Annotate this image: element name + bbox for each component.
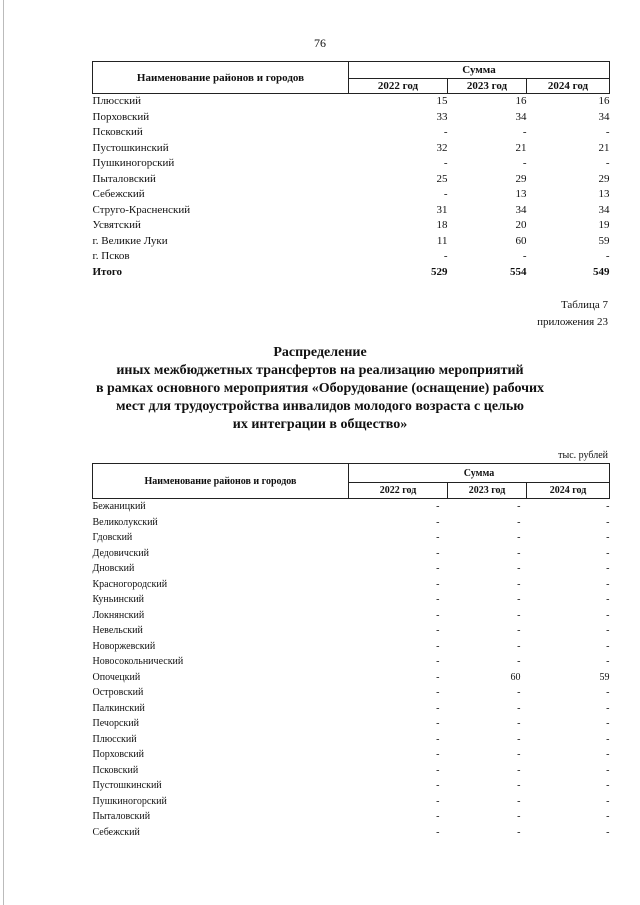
units-label: тыс. рублей <box>558 450 608 461</box>
value-2024: - <box>606 609 610 621</box>
value-2024: - <box>605 157 610 169</box>
value-2024: - <box>606 625 610 636</box>
value-2023: - <box>517 501 521 512</box>
value-2022: 11 <box>436 234 448 247</box>
title-line: их интеграции в общество» <box>232 417 408 432</box>
value-2024: - <box>606 687 610 698</box>
value-2022: - <box>436 733 440 745</box>
value-2022: 32 <box>436 141 448 154</box>
total-2022: 529 <box>431 265 448 278</box>
table-row <box>93 825 610 841</box>
transfers-table-continued <box>92 61 610 280</box>
value-2023: - <box>517 733 521 745</box>
table-row <box>93 716 610 732</box>
total-label: Итого <box>92 265 123 278</box>
row-name: Дновский <box>92 563 135 574</box>
table-total-row <box>93 265 610 281</box>
title-line: иных межбюджетных трансфертов на реализацию мероприятий <box>116 363 524 378</box>
value-2022: - <box>436 501 440 512</box>
table-row <box>93 187 610 203</box>
value-2023: 29 <box>515 172 527 185</box>
value-2022: 33 <box>436 110 448 123</box>
table-row <box>93 747 610 763</box>
row-name: Островский <box>92 687 144 698</box>
value-2023: - <box>517 594 521 605</box>
row-name: Невельский <box>92 625 143 636</box>
value-2022: - <box>436 594 440 605</box>
value-2023: - <box>522 157 527 169</box>
value-2023: - <box>517 625 521 636</box>
value-2024: - <box>606 780 610 791</box>
row-name: Пустошкинский <box>92 780 162 791</box>
column-header-2023: 2023 год <box>448 79 527 94</box>
column-header-sum: Сумма <box>349 62 610 79</box>
value-2023: 20 <box>515 219 527 231</box>
value-2022: 18 <box>436 219 448 231</box>
row-name: Красногородский <box>92 578 168 590</box>
value-2024: 16 <box>598 95 610 107</box>
value-2022: - <box>436 687 440 698</box>
value-2024: - <box>606 532 610 543</box>
value-2023: - <box>517 609 521 621</box>
value-2022: - <box>436 656 440 667</box>
value-2023: 60 <box>510 671 521 683</box>
value-2022: - <box>436 609 440 621</box>
value-2022: - <box>436 625 440 636</box>
value-2024: 59 <box>599 671 610 683</box>
row-name: г. Великие Луки <box>92 234 168 247</box>
column-header-2022: 2022 год <box>349 79 448 94</box>
table-row <box>93 499 610 515</box>
value-2024: - <box>606 578 610 590</box>
value-2024: - <box>606 733 610 745</box>
value-2022: - <box>443 157 448 169</box>
column-header-2024: 2024 год <box>527 79 610 94</box>
value-2022: - <box>436 640 440 652</box>
value-2023: - <box>517 764 521 776</box>
row-name: Пыталовский <box>92 172 156 185</box>
table-row <box>93 623 610 639</box>
total-2023: 554 <box>510 265 527 278</box>
table-row <box>93 172 610 188</box>
value-2024: 34 <box>598 203 610 216</box>
table-row <box>93 218 610 234</box>
table-row <box>93 685 610 701</box>
row-name: Новоржевский <box>92 640 156 652</box>
value-2022: - <box>443 188 448 200</box>
row-name: Палкинский <box>92 702 145 714</box>
value-2023: - <box>517 811 521 822</box>
value-2024: - <box>606 656 610 667</box>
value-2023: 21 <box>515 141 527 154</box>
row-name: Плюсский <box>92 95 142 107</box>
value-2023: - <box>517 563 521 574</box>
value-2023: - <box>517 516 521 528</box>
table-row <box>93 546 610 562</box>
value-2023: 13 <box>515 188 527 200</box>
table-row <box>93 156 610 172</box>
total-2024: 549 <box>593 265 610 278</box>
row-name: Себежский <box>92 826 140 838</box>
row-name: Пустошкинский <box>92 141 169 154</box>
value-2024: 59 <box>598 234 610 247</box>
value-2023: - <box>517 795 521 807</box>
row-name: Пушкиногорский <box>92 157 175 169</box>
row-name: Великолукский <box>92 516 158 528</box>
value-2022: - <box>436 532 440 543</box>
value-2022: - <box>443 126 448 138</box>
value-2024: - <box>606 764 610 776</box>
table-row <box>93 577 610 593</box>
table-row <box>93 608 610 624</box>
value-2024: 19 <box>598 219 610 231</box>
row-name: Новосокольнический <box>92 656 184 667</box>
page-number: 76 <box>314 36 326 50</box>
row-name: Себежский <box>92 188 145 200</box>
value-2022: - <box>436 718 440 729</box>
table-row <box>93 809 610 825</box>
value-2023: - <box>522 250 527 262</box>
table-row <box>93 530 610 546</box>
title-line: Распределение <box>273 345 367 360</box>
row-name: Порховский <box>92 749 145 760</box>
value-2024: - <box>606 563 610 574</box>
value-2023: - <box>517 718 521 729</box>
row-name: Плюсский <box>92 733 137 745</box>
value-2024: - <box>606 826 610 838</box>
table-row <box>93 794 610 810</box>
value-2023: - <box>517 532 521 543</box>
row-name: Куньинский <box>92 594 145 605</box>
value-2024: - <box>605 126 610 138</box>
row-name: Печорский <box>92 718 139 729</box>
table-reference-appendix: приложения 23 <box>537 316 608 328</box>
row-name: г. Псков <box>92 250 130 262</box>
value-2022: - <box>436 547 440 559</box>
scan-edge-line <box>3 0 4 905</box>
table-row <box>93 125 610 141</box>
column-header-2024: 2024 год <box>527 483 610 499</box>
value-2022: - <box>436 826 440 838</box>
value-2023: - <box>517 687 521 698</box>
row-name: Локнянский <box>92 609 145 621</box>
value-2022: - <box>436 811 440 822</box>
value-2022: - <box>436 764 440 776</box>
table-row <box>93 110 610 126</box>
value-2024: - <box>606 547 610 559</box>
row-name: Псковский <box>92 126 143 138</box>
table-row <box>93 249 610 265</box>
table-row <box>93 654 610 670</box>
table-row <box>93 203 610 219</box>
value-2024: - <box>606 516 610 528</box>
value-2023: 60 <box>515 234 527 247</box>
table-row <box>93 639 610 655</box>
column-header-2022: 2022 год <box>349 483 448 499</box>
value-2022: - <box>436 671 440 683</box>
value-2022: 25 <box>436 172 448 185</box>
value-2024: - <box>606 718 610 729</box>
row-name: Дедовичский <box>92 547 149 559</box>
column-header-name: Наименование районов и городов <box>93 464 349 499</box>
row-name: Бежаницкий <box>92 501 146 512</box>
value-2024: - <box>606 702 610 714</box>
value-2023: - <box>517 656 521 667</box>
value-2023: - <box>517 547 521 559</box>
column-header-name: Наименование районов и городов <box>93 62 349 94</box>
column-header-sum: Сумма <box>349 464 610 483</box>
value-2023: - <box>517 780 521 791</box>
value-2023: 16 <box>515 95 527 107</box>
value-2023: 34 <box>515 203 527 216</box>
row-name: Гдовский <box>92 532 133 543</box>
value-2024: - <box>606 811 610 822</box>
table-row <box>93 701 610 717</box>
value-2024: - <box>606 640 610 652</box>
table-row <box>93 763 610 779</box>
value-2022: - <box>436 578 440 590</box>
row-name: Пушкиногорский <box>92 795 167 807</box>
value-2023: - <box>517 578 521 590</box>
value-2023: - <box>522 126 527 138</box>
value-2022: - <box>436 780 440 791</box>
value-2024: - <box>606 501 610 512</box>
value-2022: 31 <box>436 203 448 216</box>
value-2022: - <box>436 702 440 714</box>
row-name: Опочецкий <box>92 671 141 683</box>
value-2024: - <box>606 795 610 807</box>
value-2022: - <box>436 563 440 574</box>
title-line: в рамках основного мероприятия «Оборудование (оснащение) рабочих <box>95 381 545 396</box>
row-name: Порховский <box>92 110 150 123</box>
table-row <box>93 670 610 686</box>
value-2022: - <box>436 749 440 760</box>
title-line: мест для трудоустройства инвалидов молодого возраста с целью <box>115 399 524 414</box>
value-2023: - <box>517 826 521 838</box>
value-2024: - <box>605 250 610 262</box>
transfers-table-7 <box>92 463 610 840</box>
row-name: Струго-Красненский <box>92 203 191 216</box>
table-row <box>93 141 610 157</box>
value-2023: - <box>517 702 521 714</box>
value-2023: - <box>517 749 521 760</box>
table-row <box>93 94 610 110</box>
column-header-2023: 2023 год <box>448 483 527 499</box>
table-row <box>93 234 610 250</box>
section-title <box>70 344 570 434</box>
value-2024: 21 <box>598 141 610 154</box>
table-reference-number: Таблица 7 <box>560 299 608 311</box>
value-2024: 34 <box>598 110 610 123</box>
table-row <box>93 561 610 577</box>
table-row <box>93 592 610 608</box>
value-2024: - <box>606 594 610 605</box>
value-2022: - <box>436 516 440 528</box>
table-row <box>93 778 610 794</box>
row-name: Псковский <box>92 764 139 776</box>
value-2022: - <box>443 250 448 262</box>
table-row <box>93 732 610 748</box>
value-2022: 15 <box>436 95 448 107</box>
table-row <box>93 515 610 531</box>
value-2022: - <box>436 795 440 807</box>
value-2024: - <box>606 749 610 760</box>
value-2024: 29 <box>598 172 610 185</box>
value-2023: - <box>517 640 521 652</box>
value-2023: 34 <box>515 110 527 123</box>
row-name: Усвятский <box>92 219 141 231</box>
row-name: Пыталовский <box>92 811 151 822</box>
value-2024: 13 <box>598 188 610 200</box>
